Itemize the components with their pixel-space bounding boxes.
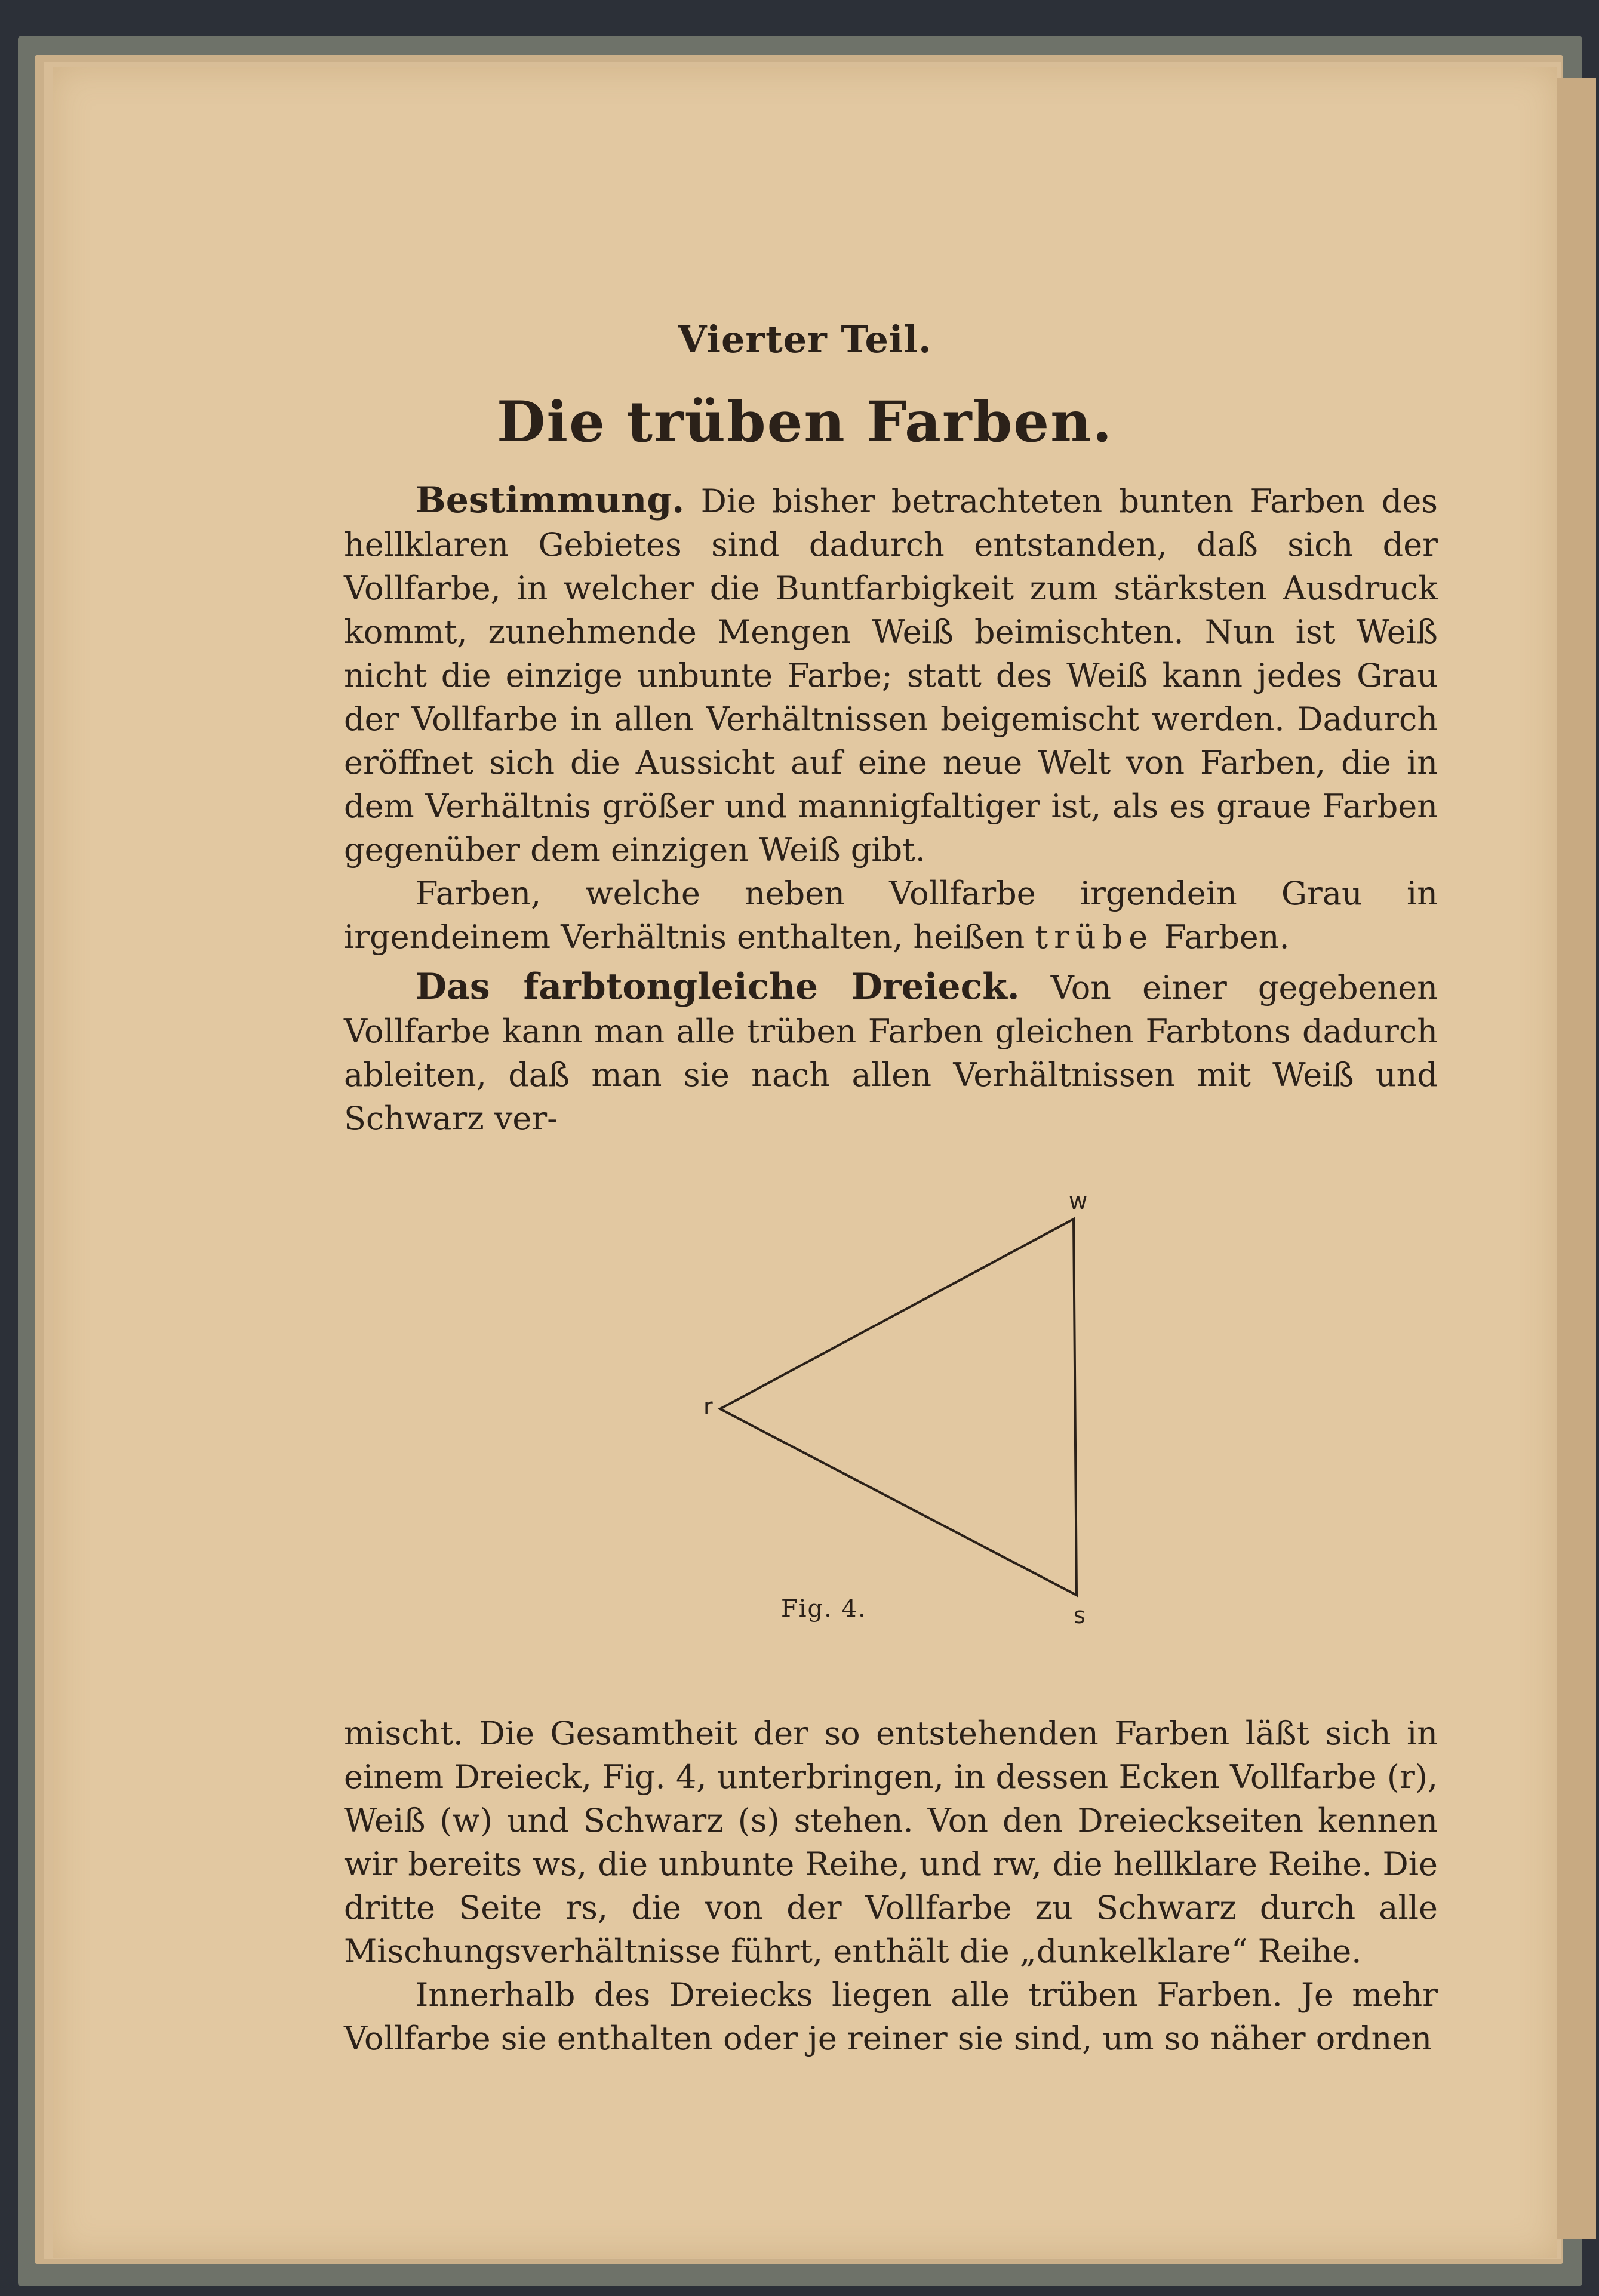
vertex-label-s: s <box>1074 1602 1086 1629</box>
paragraph <box>344 965 1438 1140</box>
section-bestimmung <box>344 479 1438 959</box>
paragraph-text: Von einer gegebenen Vollfarbe kann man alle trüben Farben gleichen Farbtons dadurch ableiten, daß man sie nach allen Verhältnissen mit Weiß und Schwarz ver- <box>344 969 1438 1137</box>
section-continuation <box>344 1712 1438 2060</box>
figure-triangle <box>656 1118 1133 1643</box>
facing-page-edge <box>1552 78 1596 2239</box>
chapter-title: Die trüben Farben. <box>496 389 1114 455</box>
part-heading: Vierter Teil. <box>678 318 932 361</box>
paragraph: Innerhalb des Dreiecks liegen alle trüben Farben. Je mehr Vollfarbe sie enthalten oder je reiner sie sind, um so näher ordnen <box>344 1976 1438 2057</box>
vertex-label-r: r <box>703 1393 713 1420</box>
book-page <box>53 67 1557 2258</box>
paragraph-text: Farben, welche neben Vollfarbe irgendein Grau in irgendeinem Verhältnis enthalten, heißen <box>344 875 1438 956</box>
figure-caption: Fig. 4. <box>781 1595 867 1623</box>
paragraph-text: Die bisher betrachteten bunten Farben des hellklaren Gebietes sind dadurch entstanden, daß sich der Vollfarbe, in welcher die Buntfarbigkeit zum stärksten Ausdruck kommt, zunehmende Mengen Weiß beimischten. Nun ist Weiß nicht die einzige unbunte Farbe; statt des Weiß kann jedes Grau der Vollfarbe in allen Verhältnissen beigemischt werden. Dadurch eröffnet sich die Aussicht auf eine neue Welt von Farben, die in dem Verhältnis größer und mannigfaltiger ist, als es graue Farben gegenüber dem einzigen Weiß gibt. <box>344 482 1438 869</box>
vertex-label-w: w <box>1069 1188 1088 1214</box>
section-rubric: Bestimmung. <box>416 479 685 521</box>
paragraph: mischt. Die Gesamtheit der so entstehenden Farben läßt sich in einem Dreieck, Fig. 4, unterbringen, in dessen Ecken Vollfarbe (r), Weiß (w) und Schwarz (s) stehen. Von den Dreieckseiten kennen wir bereits ws, die unbunte Reihe, und rw, die hellklare Reihe. Die dritte Seite rs, die von der Vollfarbe zu Schwarz durch alle Mischungsverhältnisse führt, enthält die „dunkelklare“ Reihe. <box>344 1715 1438 1970</box>
section-dreieck <box>344 965 1438 1140</box>
section-rubric: Das farbtongleiche Dreieck. <box>416 966 1020 1008</box>
paragraph <box>344 479 1438 872</box>
paragraph-text: Farben. <box>1164 918 1290 956</box>
triangle-diagram <box>656 1118 1133 1643</box>
paragraph <box>344 872 1438 959</box>
emphasized-term: trübe <box>1035 918 1154 956</box>
triangle-outline <box>720 1219 1077 1595</box>
